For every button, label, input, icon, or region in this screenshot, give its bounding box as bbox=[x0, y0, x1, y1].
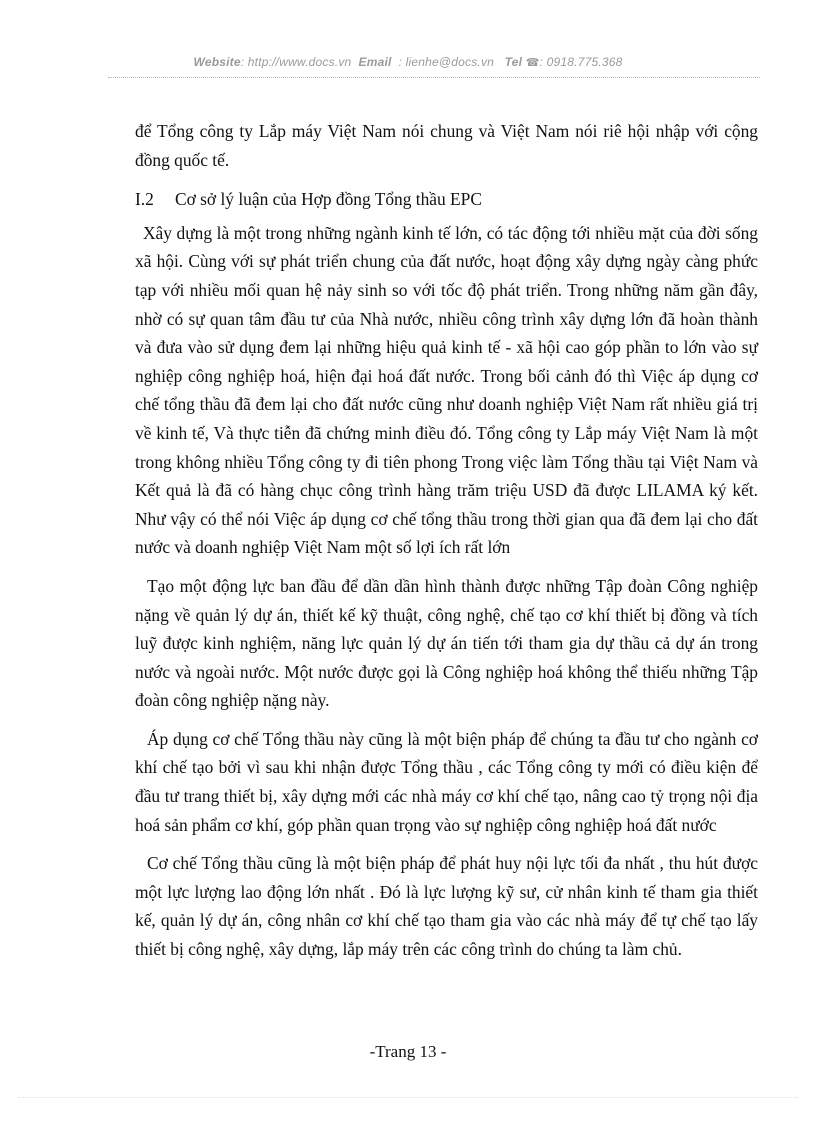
email-label: Email bbox=[358, 55, 392, 69]
paragraph: Tạo một động lực ban đầu để dần dần hình thành được những Tập đoàn Công nghiệp nặng về quản lý dự án, thiết kế kỹ thuật, công nghệ, chế tạo cơ khí thiết bị đồng và tích luỹ được kinh nghiệm, năng lực quản lý dự án tiến tới tham gia dự thầu cả dự án trong nước và ngoài nước. Một nước được gọi là Công nghiệp hoá không thể thiếu những Tập đoàn công nghiệp nặng này. bbox=[135, 575, 758, 711]
paragraph: Cơ chế Tổng thầu cũng là một biện pháp để phát huy nội lực tối đa nhất , thu hút được một lực lượng lao động lớn nhất . Đó là lực lượng kỹ sư, cử nhân kinh tế tham gia thiết kế, quản lý dự án, công nhân cơ khí chế tạo tham gia vào các nhà máy để tự chế tạo lấy thiết bị công nghệ, xây dựng, lắp máy trên các công trình do chúng ta làm chủ. bbox=[135, 853, 758, 960]
website-url[interactable]: : http://www.docs.vn bbox=[240, 55, 352, 69]
website-label: Website bbox=[193, 55, 241, 69]
document-body bbox=[135, 117, 758, 964]
footer-divider bbox=[18, 1097, 798, 1098]
section-title: Cơ sở lý luận của Hợp đồng Tổng thầu EPC bbox=[175, 189, 482, 210]
email-address[interactable]: : lienhe@docs.vn bbox=[395, 55, 495, 69]
tel-label: Tel bbox=[504, 55, 523, 69]
section-heading bbox=[135, 185, 758, 214]
page-number: -Trang 13 - bbox=[369, 1042, 447, 1061]
paragraph: Xây dựng là một trong những ngành kinh tế lớn, có tác động tới nhiều mặt của đời sống xã hội. Cùng với sự phát triển chung của đất nước, hoạt động xây dựng ngày càng phức tạp với nhiều mối quan hệ nảy sinh so với tốc độ phát triển. Trong những năm gần đây, nhờ có sự quan tâm đầu tư của Nhà nước, nhiều công trình xây dựng lớn đã hoàn thành và đưa vào sử dụng đem lại những hiệu quả kinh tế - xã hội cao góp phần to lớn vào sự nghiệp công nghiệp hoá, hiện đại hoá đất nước. Trong bối cảnh đó thì Việc áp dụng cơ chế tổng thầu đã đem lại cho đất nước cũng như doanh nghiệp Việt Nam rất nhiều giá trị về kinh tế, Và thực tiễn đã chứng minh điều đó. Tổng công ty Lắp máy Việt Nam là một trong không nhiều Tổng công ty đi tiên phong Trong việc làm Tổng thầu tại Việt Nam và Kết quả là đã có hàng chục công trình hàng trăm triệu USD đã được LILAMA ký kết. Như vậy có thể nói Việc áp dụng cơ chế tổng thầu trong thời gian qua đã đem lại cho đất nước và doanh nghiệp Việt Nam một số lợi ích rất lớn bbox=[135, 222, 758, 558]
tel-number: : 0918.775.368 bbox=[539, 55, 623, 69]
header-divider bbox=[108, 77, 760, 78]
phone-icon: ☎ bbox=[525, 57, 540, 69]
section-number: I.2 bbox=[135, 189, 154, 210]
page-header bbox=[0, 55, 816, 69]
intro-continuation: để Tổng công ty Lắp máy Việt Nam nói chung và Việt Nam nói riê hội nhập với cộng đồng quốc tế. bbox=[135, 121, 758, 170]
paragraph: Áp dụng cơ chế Tổng thầu này cũng là một biện pháp để chúng ta đầu tư cho ngành cơ khí chế tạo bởi vì sau khi nhận được Tổng thầu , các Tổng công ty mới có điều kiện để đầu tư trang thiết bị, xây dựng mới các nhà máy cơ khí chế tạo, nâng cao tỷ trọng nội địa hoá sản phẩm cơ khí, góp phần quan trọng vào sự nghiệp công nghiệp hoá đất nước bbox=[135, 728, 758, 835]
